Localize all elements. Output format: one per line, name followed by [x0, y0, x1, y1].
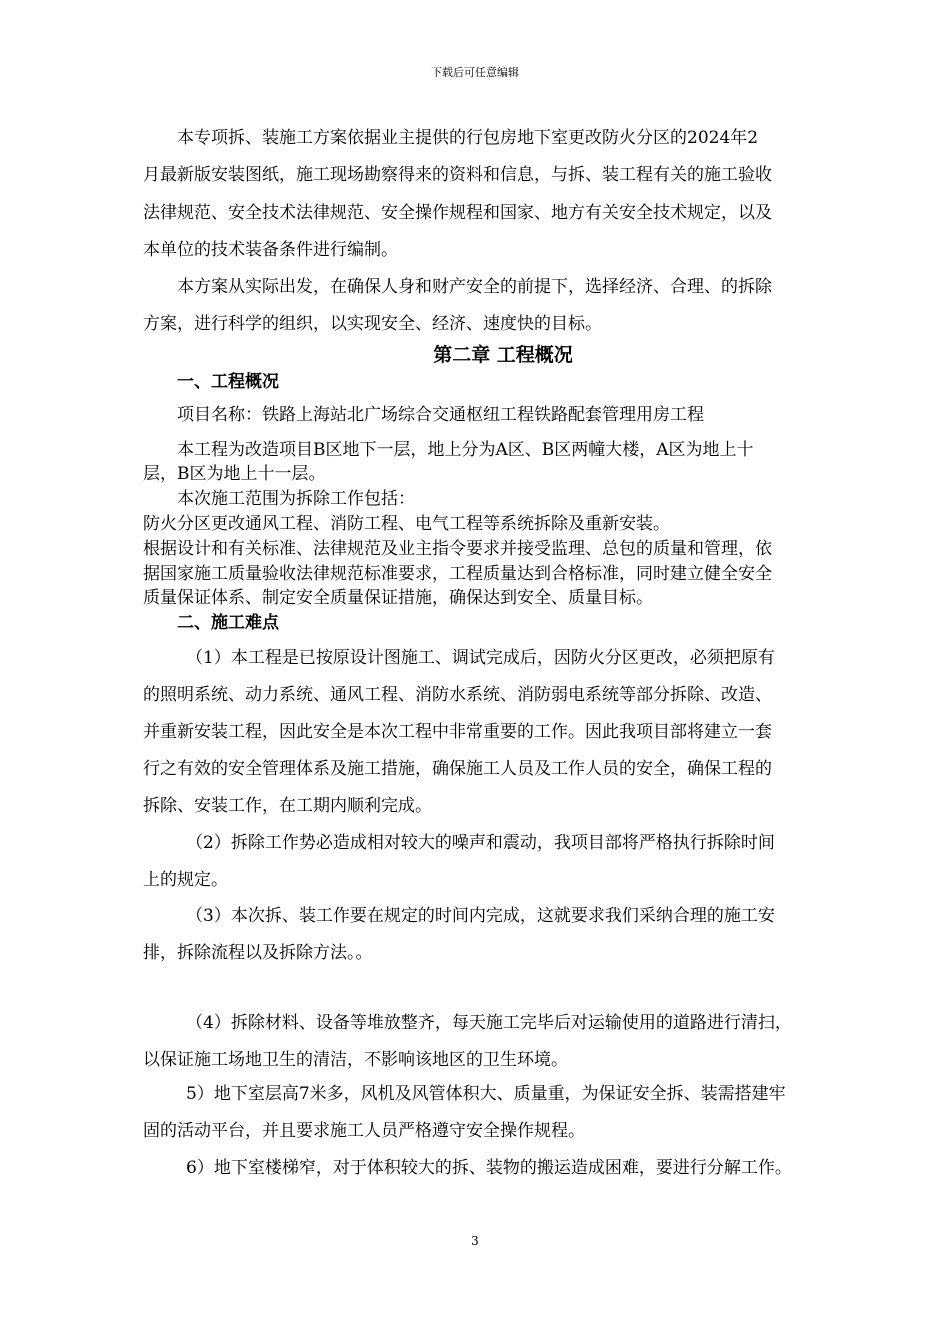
quality-line: 质量保证体系、制定安全质量保证措施，确保达到安全、质量目标。 — [143, 588, 653, 608]
project-name: 项目名称：铁路上海站北广场综合交通枢纽工程铁路配套管理用房工程 — [177, 405, 704, 425]
difficulty-line: 以保证施工场地卫生的清洁，不影响该地区的卫生环境。 — [143, 1050, 568, 1070]
project-desc-line: 本工程为改造项目B区地下一层，地上分为A区、B区两幢大楼，A区为地上十 — [177, 440, 754, 460]
chapter-title: 第二章 工程概况 — [433, 344, 573, 366]
intro-line: 本单位的技术装备条件进行编制。 — [143, 240, 398, 260]
quality-line: 据国家施工质量验收法律规范标准要求，工程质量达到合格标准，同时建立健全安全 — [143, 564, 772, 584]
intro-line: 本专项拆、装施工方案依据业主提供的行包房地下室更改防火分区的2024年2 — [177, 128, 759, 148]
page-header: 下载后可任意编辑 — [431, 66, 519, 79]
difficulty-line: 6）地下室楼梯窄，对于体积较大的拆、装物的搬运造成困难，要进行分解工作。 — [186, 1158, 792, 1178]
intro-line: 方案，进行科学的组织，以实现安全、经济、速度快的目标。 — [143, 314, 602, 334]
section-heading: 一、工程概况 — [177, 372, 279, 392]
difficulty-line: 5）地下室层高7米多，风机及风管体积大、质量重，为保证安全拆、装需搭建牢 — [186, 1084, 786, 1104]
section-heading: 二、施工难点 — [177, 613, 279, 633]
quality-line: 根据设计和有关标准、法律规范及业主指令要求并接受监理、总包的质量和管理，依 — [143, 539, 772, 559]
scope-text: 防火分区更改通风工程、消防工程、电气工程等系统拆除及重新安装。 — [143, 514, 670, 534]
difficulty-line: 排，拆除流程以及拆除方法。。 — [143, 943, 373, 963]
difficulty-line: 固的活动平台，并且要求施工人员严格遵守安全操作规程。 — [143, 1121, 585, 1141]
scope-intro: 本次施工范围为拆除工作包括： — [177, 489, 415, 509]
difficulty-line: （1）本工程是已按原设计图施工、调试完成后，因防火分区更改，必须把原有 — [186, 648, 775, 668]
difficulty-line: （3）本次拆、装工作要在规定的时间内完成，这就要求我们采纳合理的施工安 — [186, 906, 775, 926]
difficulty-line: 拆除、安装工作，在工期内顺利完成。 — [143, 796, 432, 816]
difficulty-line: （2）拆除工作势必造成相对较大的噪声和震动，我项目部将严格执行拆除时间 — [186, 833, 775, 853]
intro-line: 月最新版安装图纸，施工现场勘察得来的资料和信息，与拆、装工程有关的施工验收 — [143, 165, 772, 185]
difficulty-line: 并重新安装工程，因此安全是本次工程中非常重要的工作。因此我项目部将建立一套 — [143, 722, 772, 742]
difficulty-line: 行之有效的安全管理体系及施工措施，确保施工人员及工作人员的安全，确保工程的 — [143, 759, 772, 779]
page-number: 3 — [471, 1234, 479, 1248]
intro-line: 法律规范、安全技术法律规范、安全操作规程和国家、地方有关安全技术规定，以及 — [143, 203, 772, 223]
difficulty-line: （4）拆除材料、设备等堆放整齐，每天施工完毕后对运输使用的道路进行清扫， — [186, 1013, 792, 1033]
intro-line: 本方案从实际出发，在确保人身和财产安全的前提下，选择经济、合理、的拆除 — [177, 277, 772, 297]
difficulty-line: 的照明系统、动力系统、通风工程、消防水系统、消防弱电系统等部分拆除、改造、 — [143, 685, 772, 705]
difficulty-line: 上的规定。 — [143, 870, 228, 890]
project-desc-line: 层，B区为地上十一层。 — [143, 464, 326, 484]
